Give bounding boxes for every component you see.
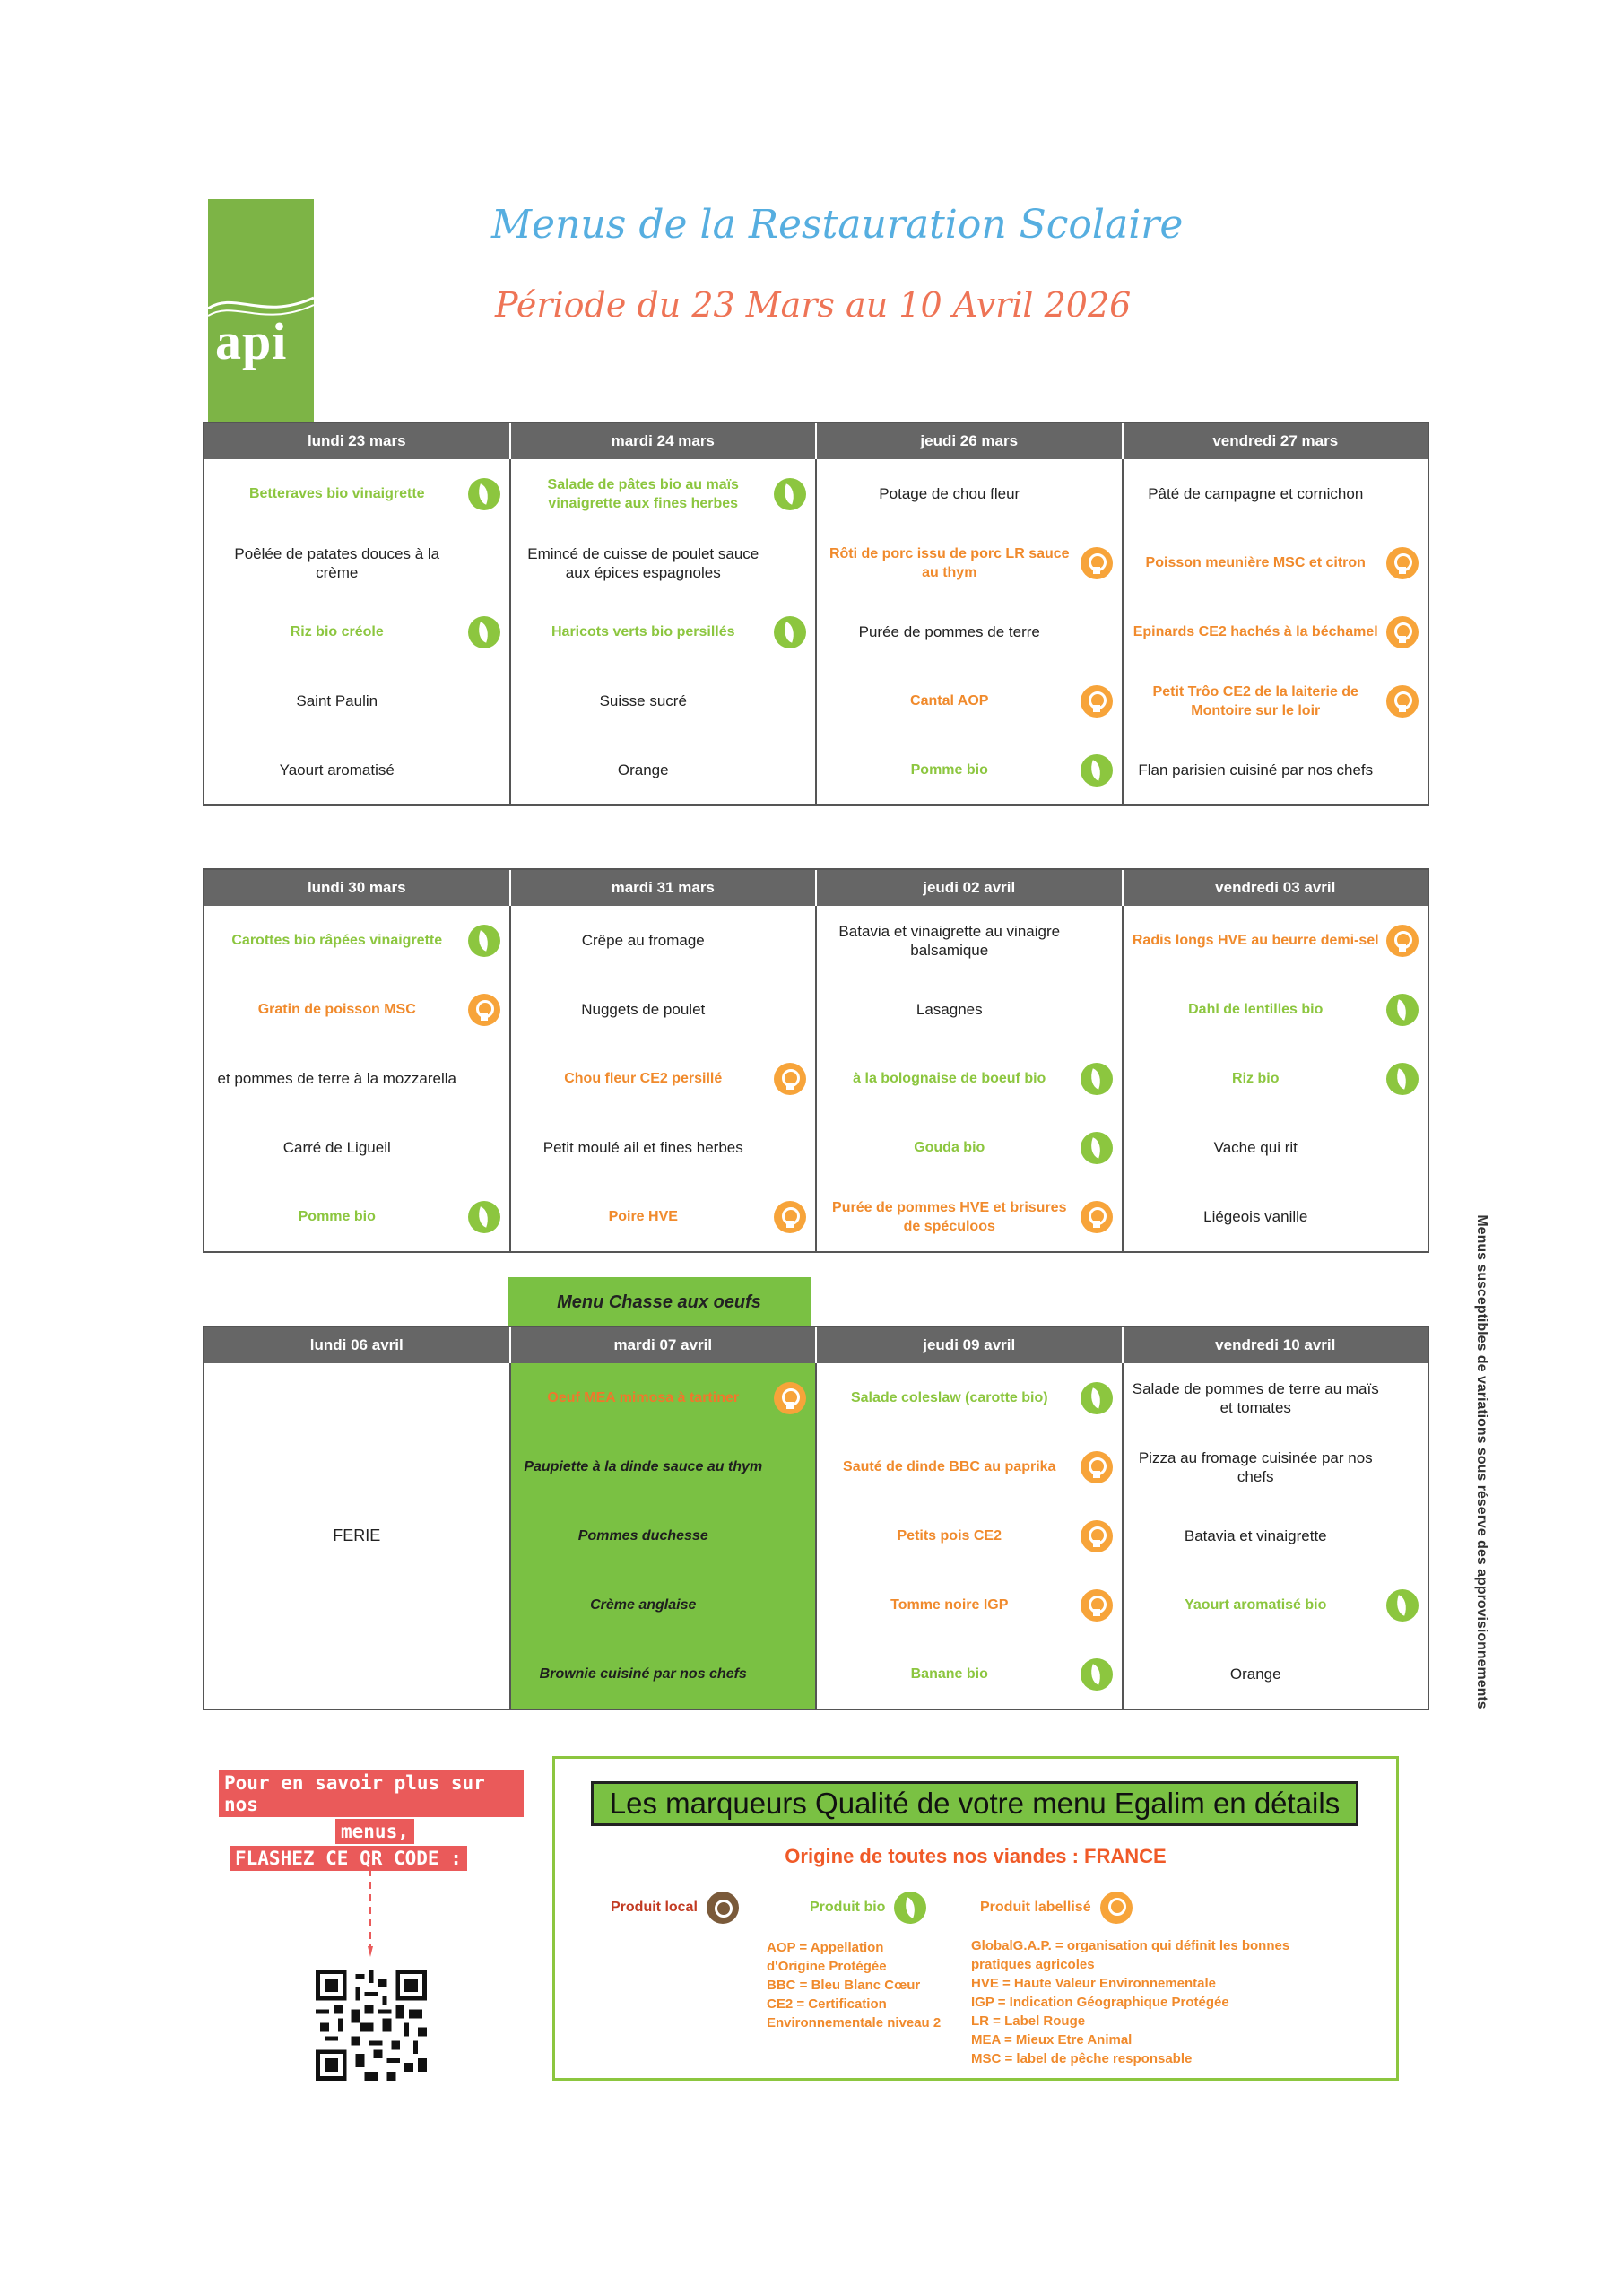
seal-icon (774, 1201, 806, 1233)
page-title: Menus de la Restauration Scolaire (491, 202, 1184, 248)
menu-item-text: Gouda bio (914, 1140, 985, 1155)
menu-item-text: Riz bio (1232, 1071, 1280, 1086)
week-table-1 (203, 422, 1429, 806)
seal-icon (1081, 1201, 1113, 1233)
menu-item-text: Tomme noire IGP (890, 1597, 1009, 1613)
menu-item (511, 906, 816, 975)
menu-item (511, 975, 816, 1044)
menu-item (204, 1113, 509, 1182)
menu-item-text: Poisson meunière MSC et citron (1145, 555, 1366, 570)
menu-item (204, 1044, 509, 1113)
day-header: vendredi 03 avril (1215, 879, 1336, 896)
menu-item (204, 459, 509, 528)
menu-item (511, 528, 816, 597)
menu-item-text: Purée de pommes de terre (858, 623, 1040, 640)
menu-item (204, 528, 509, 597)
menu-item (1124, 597, 1428, 666)
menu-item-text: Salade coleslaw (carotte bio) (850, 1390, 1048, 1405)
menu-item-text: Batavia et vinaigrette au vinaigre balsamique (838, 922, 1061, 959)
marker-labellise (980, 1892, 1133, 1924)
leaf-icon (1386, 1589, 1419, 1622)
leaf-icon (1081, 1658, 1113, 1691)
day-header: vendredi 27 mars (1212, 432, 1339, 449)
menu-item-text: Petit moulé ail et fines herbes (542, 1139, 743, 1156)
menu-item-text: Betteraves bio vinaigrette (248, 486, 425, 501)
seal-icon (468, 994, 500, 1026)
glossary-line: AOP = Appellation (767, 1940, 884, 1955)
marker-labellise-label: Produit labellisé (980, 1900, 1091, 1915)
menu-item-text: Orange (617, 761, 669, 778)
menu-chasse-banner: Menu Chasse aux oeufs (508, 1277, 811, 1327)
menu-item-text: Haricots verts bio persillés (551, 624, 735, 639)
menu-item (204, 666, 509, 735)
menu-item-text: Pâté de campagne et cornichon (1148, 485, 1364, 502)
menu-item (204, 597, 509, 666)
glossary-line: GlobalG.A.P. = organisation qui définit les bonnes (971, 1938, 1290, 1953)
arrow-down-icon (368, 1857, 373, 1957)
quality-legend (552, 1756, 1399, 2081)
day-column (1124, 459, 1428, 804)
menu-item-text: Emincé de cuisse de poulet sauce aux épices espagnoles (527, 544, 759, 581)
glossary-line: LR = Label Rouge (971, 2013, 1086, 2029)
menu-item-text: Yaourt aromatisé (279, 761, 395, 778)
menu-item-text: Cantal AOP (910, 693, 989, 709)
leaf-icon (468, 616, 500, 648)
menu-item-text: Poire HVE (608, 1209, 678, 1224)
day-column (204, 459, 511, 804)
menu-item-text: Liégeois vanille (1203, 1208, 1308, 1225)
menu-item (511, 735, 816, 804)
seal-icon (1100, 1892, 1133, 1924)
side-note-text: Menus susceptibles de variations sous réserve des approvisionnements (1474, 1214, 1489, 1709)
day-header: lundi 06 avril (204, 1327, 511, 1363)
glossary-line: MEA = Mieux Etre Animal (971, 2032, 1133, 2048)
menu-item (1124, 1363, 1428, 1432)
legend-title: Les marqueurs Qualité de votre menu Egalim en détails (591, 1781, 1358, 1826)
leaf-icon (1081, 1382, 1113, 1414)
menu-item (817, 1182, 1122, 1251)
leaf-icon (468, 925, 500, 957)
day-header: lundi 23 mars (204, 423, 511, 459)
seal-icon (774, 1382, 806, 1414)
menu-item (511, 459, 816, 528)
seal-icon (1081, 547, 1113, 579)
day-column (817, 459, 1124, 804)
marker-bio-label: Produit bio (810, 1900, 886, 1915)
qr-caption-line: FLASHEZ CE QR CODE : (230, 1846, 467, 1871)
day-column (511, 459, 818, 804)
day-column (511, 906, 818, 1251)
menu-item-text: Riz bio créole (290, 624, 384, 639)
marker-local (611, 1892, 739, 1924)
menu-item (1124, 1432, 1428, 1501)
day-column (204, 1363, 511, 1709)
menu-item-text: Nuggets de poulet (581, 1001, 706, 1018)
api-logo (208, 199, 314, 432)
day-header: jeudi 02 avril (817, 870, 1124, 906)
menu-item-text: Flan parisien cuisiné par nos chefs (1138, 761, 1374, 778)
menu-item-text: Pomme bio (298, 1209, 376, 1224)
qr-code-icon[interactable] (316, 1970, 427, 2081)
day-header: mardi 24 mars (511, 423, 818, 459)
week-table-2 (203, 868, 1429, 1253)
menu-item-text: Brownie cuisiné par nos chefs (539, 1666, 747, 1682)
leaf-icon (1386, 994, 1419, 1026)
menu-item-text: Oeuf MEA mimosa à tartiner (547, 1390, 740, 1405)
menu-item (817, 597, 1122, 666)
menu-item (511, 1432, 816, 1501)
menu-item (204, 1182, 509, 1251)
day-header: mardi 07 avril (511, 1327, 818, 1363)
menu-item (817, 1501, 1122, 1570)
glossary-left (767, 1938, 941, 2032)
qr-caption-line: Pour en savoir plus sur nos (219, 1770, 524, 1817)
menu-item-text: Poêlée de patates douces à la crème (234, 544, 440, 581)
menu-item-text: Petits pois CE2 (897, 1528, 1002, 1544)
menu-item-text: Saint Paulin (296, 692, 378, 709)
menu-item (817, 1044, 1122, 1113)
menu-item (511, 597, 816, 666)
leaf-icon (774, 616, 806, 648)
menu-item (511, 666, 816, 735)
menu-item-text: Potage de chou fleur (879, 485, 1020, 502)
menu-item (817, 1432, 1122, 1501)
menu-item (1124, 459, 1428, 528)
menu-item (817, 975, 1122, 1044)
logo-text: api (215, 312, 288, 370)
side-note (1463, 1184, 1499, 1740)
leaf-icon (468, 1201, 500, 1233)
week-body (204, 459, 1428, 804)
menu-item (817, 1570, 1122, 1639)
glossary-line: d'Origine Protégée (767, 1959, 887, 1974)
menu-item (204, 735, 509, 804)
menu-item (511, 1501, 816, 1570)
menu-item (511, 1182, 816, 1251)
menu-item-text: Radis longs HVE au beurre demi-sel (1132, 933, 1379, 948)
menu-item-text: à la bolognaise de boeuf bio (853, 1071, 1046, 1086)
leaf-icon (774, 478, 806, 510)
seal-icon (1386, 616, 1419, 648)
week-header (204, 1327, 1428, 1363)
menu-item (817, 528, 1122, 597)
menu-item-text: Chou fleur CE2 persillé (564, 1071, 723, 1086)
menu-item-text: Crêpe au fromage (581, 932, 705, 949)
leaf-icon (1081, 1063, 1113, 1095)
leaf-icon (894, 1892, 926, 1924)
menu-item-text: Petit Trôo CE2 de la laiterie de Montoire sur le loir (1152, 683, 1358, 718)
seal-icon (1081, 1451, 1113, 1483)
seal-icon (1386, 547, 1419, 579)
leaf-icon (1081, 1132, 1113, 1164)
menu-item (817, 1113, 1122, 1182)
marker-bio (810, 1892, 926, 1924)
glossary-line: MSC = label de pêche responsable (971, 2051, 1193, 2066)
menu-item-text: Pomme bio (910, 762, 988, 778)
menu-item (817, 906, 1122, 975)
ferie-cell: FERIE (333, 1526, 381, 1544)
menu-item-text: Rôti de porc issu de porc LR sauce au thym (829, 545, 1070, 580)
glossary-line: Environnementale niveau 2 (767, 2015, 942, 2031)
glossary-line: HVE = Haute Valeur Environnementale (971, 1976, 1217, 1991)
day-column (204, 906, 511, 1251)
menu-item-text: Salade de pommes de terre au maïs et tomates (1132, 1379, 1379, 1416)
day-header: mardi 31 mars (511, 870, 818, 906)
menu-item-text: Purée de pommes HVE et brisures de spéculoos (832, 1199, 1067, 1234)
menu-item (1124, 1639, 1428, 1709)
leaf-icon (1386, 1063, 1419, 1095)
leaf-icon (1081, 754, 1113, 787)
menu-item-text: Dahl de lentilles bio (1188, 1002, 1324, 1017)
menu-item-text: Sauté de dinde BBC au paprika (843, 1459, 1056, 1474)
day-header: vendredi 10 avril (1215, 1336, 1336, 1353)
menu-item (817, 735, 1122, 804)
week-body (204, 906, 1428, 1251)
glossary-line: IGP = Indication Géographique Protégée (971, 1995, 1229, 2010)
day-column (1124, 906, 1428, 1251)
marker-local-label: Produit local (611, 1900, 698, 1915)
menu-item (1124, 1570, 1428, 1639)
menu-item (1124, 528, 1428, 597)
glossary-line: pratiques agricoles (971, 1957, 1095, 1972)
menu-item (511, 1639, 816, 1709)
menu-item (511, 1113, 816, 1182)
menu-item-text: Pommes duchesse (577, 1528, 708, 1544)
day-column (1124, 1363, 1428, 1709)
menu-item-text: Banane bio (910, 1666, 988, 1682)
menu-item (817, 459, 1122, 528)
menu-item-text: Vache qui rit (1213, 1139, 1298, 1156)
week-table-3 (203, 1326, 1429, 1710)
menu-item (1124, 906, 1428, 975)
meat-origin: Origine de toutes nos viandes : FRANCE (785, 1845, 1167, 1867)
day-header: jeudi 26 mars (817, 423, 1124, 459)
seal-icon (1081, 1589, 1113, 1622)
menu-item (511, 1570, 816, 1639)
seal-icon (774, 1063, 806, 1095)
menu-item (1124, 735, 1428, 804)
menu-item (1124, 1113, 1428, 1182)
page-subtitle: Période du 23 Mars au 10 Avril 2026 (495, 285, 1132, 325)
menu-item-text: Carottes bio râpées vinaigrette (231, 933, 443, 948)
seal-icon (1081, 685, 1113, 718)
menu-item (1124, 1501, 1428, 1570)
menu-item (204, 975, 509, 1044)
menu-item-text: Pizza au fromage cuisinée par nos chefs (1138, 1448, 1373, 1485)
menu-item (817, 1363, 1122, 1432)
day-header: lundi 30 mars (204, 870, 511, 906)
week-header (204, 870, 1428, 906)
day-column (817, 906, 1124, 1251)
menu-item-text: Orange (1229, 1665, 1281, 1683)
menu-item (204, 906, 509, 975)
glossary-right (971, 1936, 1289, 2068)
seal-icon (1386, 925, 1419, 957)
menu-item-text: Yaourt aromatisé bio (1185, 1597, 1327, 1613)
menu-item-text: Epinards CE2 hachés à la béchamel (1133, 624, 1378, 639)
menu-item-text: Salade de pâtes bio au maïs vinaigrette aux fines herbes (547, 476, 739, 511)
day-header: jeudi 09 avril (817, 1327, 1124, 1363)
menu-item-text: Suisse sucré (599, 692, 687, 709)
glossary-line: CE2 = Certification (767, 1996, 887, 2012)
leaf-icon (468, 478, 500, 510)
menu-item (1124, 1182, 1428, 1251)
menu-item-text: Lasagnes (916, 1001, 983, 1018)
menu-item (817, 666, 1122, 735)
local-product-icon (707, 1892, 739, 1924)
menu-item-text: Paupiette à la dinde sauce au thym (524, 1459, 763, 1474)
menu-item (1124, 1044, 1428, 1113)
menu-item (511, 1363, 816, 1432)
menu-item (817, 1639, 1122, 1709)
menu-item (1124, 975, 1428, 1044)
menu-item (511, 1044, 816, 1113)
menu-item-text: Carré de Ligueil (282, 1139, 391, 1156)
day-column-chasse (511, 1363, 818, 1709)
menu-item-text: Batavia et vinaigrette (1184, 1527, 1327, 1544)
day-column (817, 1363, 1124, 1709)
seal-icon (1386, 685, 1419, 718)
glossary-line: BBC = Bleu Blanc Cœur (767, 1978, 921, 1993)
menu-item (1124, 666, 1428, 735)
week-header (204, 423, 1428, 459)
menu-item-text: Crème anglaise (590, 1597, 697, 1613)
seal-icon (1081, 1520, 1113, 1552)
menu-item-text: Gratin de poisson MSC (257, 1002, 416, 1017)
qr-caption-line: menus, (335, 1819, 414, 1844)
week-body (204, 1363, 1428, 1709)
menu-item-text: et pommes de terre à la mozzarella (217, 1070, 456, 1087)
